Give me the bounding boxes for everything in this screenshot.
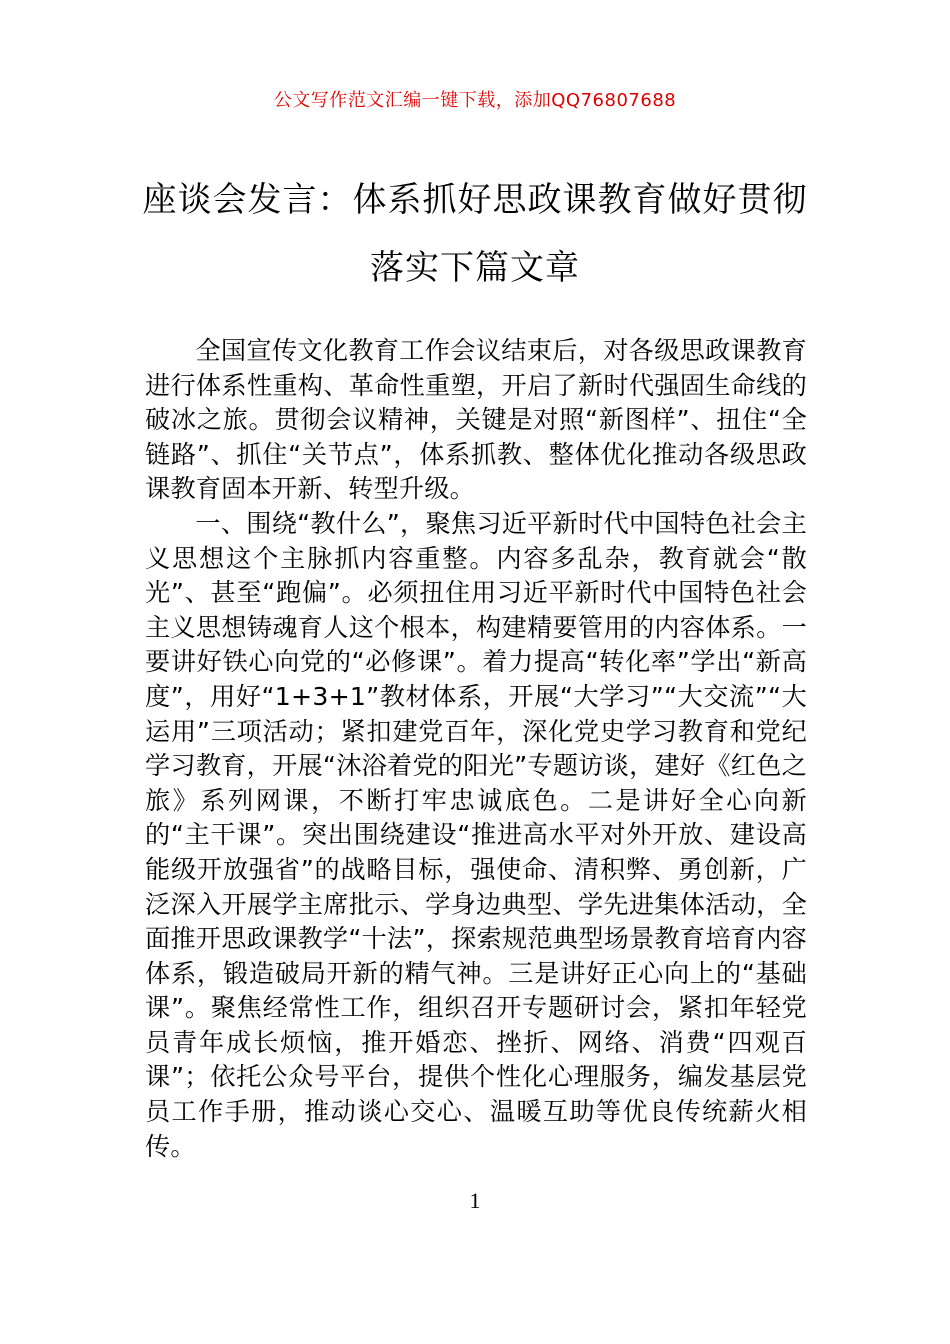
document-title: 座谈会发言：体系抓好思政课教育做好贯彻落实下篇文章 xyxy=(142,180,808,288)
page-number: 1 xyxy=(469,1188,481,1213)
header-download-note: 公文写作范文汇编一键下载，添加QQ76807688 xyxy=(273,90,677,111)
body-paragraph-section-one: 一、围绕“教什么”，聚焦习近平新时代中国特色社会主义思想这个主脉抓内容重整。内容多乱杂，教育就会“散光”、甚至“跑偏”。必须扭住用习近平新时代中国特色社会主义思想铸魂育人这个根本，构建精要管用的内容体系。一要讲好铁心向党的“必修课”。着力提高“转化率”学出“新高度”，用好“1+3+1”教材体系，开展“大学习”“大交流”“大运用”三项活动；紧扣建党百年，深化党史学习教育和党纪学习教育，开展“沐浴着党的阳光”专题访谈，建好《红色之旅》系列网课，不断打牢忠诚底色。二是讲好全心向新的“主干课”。突出围绕建设“推进高水平对外开放、建设高能级开放强省”的战略目标，强使命、清积弊、勇创新，广泛深入开展学主席批示、学身边典型、学先进集体活动，全面推开思政课教学“十法”，探索规范典型场景教育培育内容体系，锻造破局开新的精气神。三是讲好正心向上的“基础课”。聚焦经常性工作，组织召开专题研讨会，紧扣年轻党员青年成长烦恼，推开婚恋、挫折、网络、消费“四观百课”；依托公众号平台，提供个性化心理服务，编发基层党员工作手册，推动谈心交心、温暖互助等优良传统薪火相传。 xyxy=(145,508,807,1161)
body-paragraph-intro: 全国宣传文化教育工作会议结束后，对各级思政课教育进行体系性重构、革命性重塑，开启了新时代强固生命线的破冰之旅。贯彻会议精神，关键是对照“新图样”、扭住“全链路”、抓住“关节点”，体系抓教、整体优化推动各级思政课教育固本开新、转型升级。 xyxy=(145,336,807,504)
document-body xyxy=(145,334,807,1164)
